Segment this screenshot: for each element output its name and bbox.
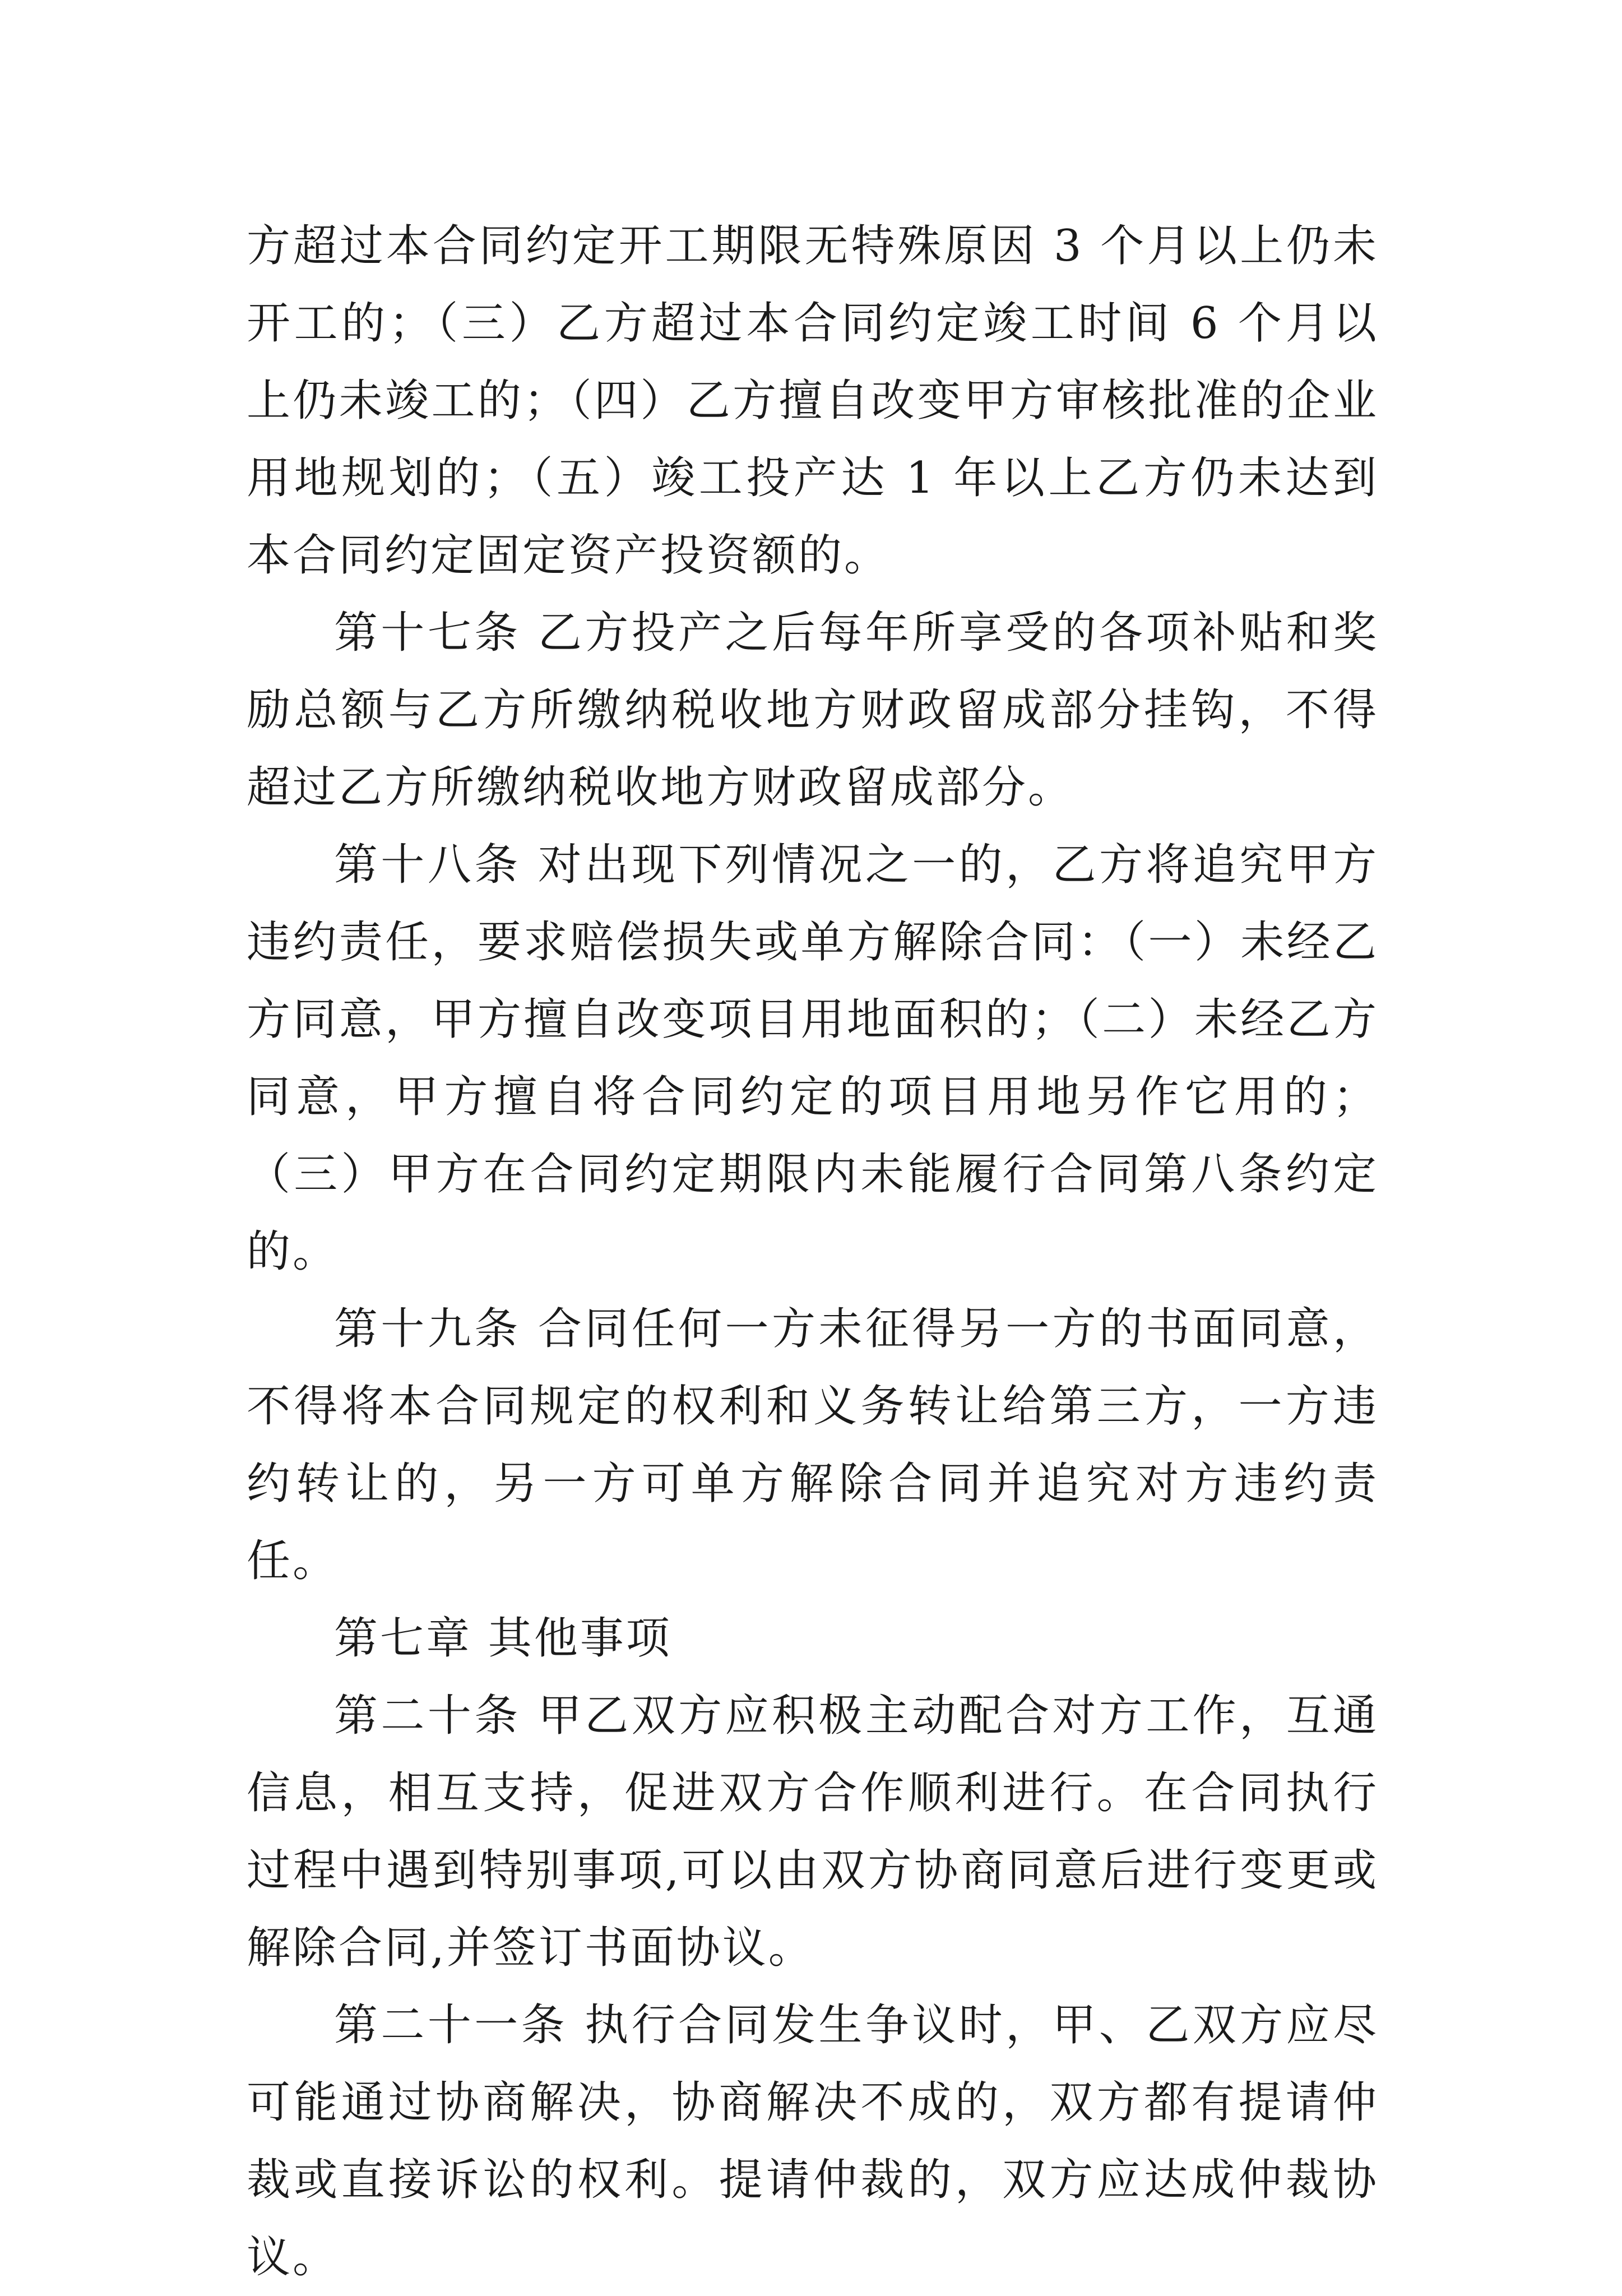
paragraph-article-17: 第十七条 乙方投产之后每年所享受的各项补贴和奖励总额与乙方所缴纳税收地方财政留成部分挂钩，不得超过乙方所缴纳税收地方财政留成部分。	[247, 608, 1379, 813]
paragraph-article-20: 第二十条 甲乙双方应积极主动配合对方工作，互通信息，相互支持，促进双方合作顺利进行。在合同执行过程中遇到特别事项,可以由双方协商同意后进行变更或解除合同,并签订书面协议。	[247, 1691, 1379, 1973]
paragraph-article-21: 第二十一条 执行合同发生争议时，甲、乙双方应尽可能通过协商解决，协商解决不成的，双方都有提请仲裁或直接诉讼的权利。提请仲裁的，双方应达成仲裁协议。	[247, 2000, 1379, 2283]
document-body	[247, 207, 1379, 2296]
paragraph-article-19: 第十九条 合同任何一方未征得另一方的书面同意，不得将本合同规定的权利和义务转让给第三方，一方违约转让的，另一方可单方解除合同并追究对方违约责任。	[247, 1304, 1379, 1586]
paragraph-continuation: 方超过本合同约定开工期限无特殊原因 3 个月以上仍未开工的；（三）乙方超过本合同约定竣工时间 6 个月以上仍未竣工的；（四）乙方擅自改变甲方审核批准的企业用地规划的；（五）竣工投产达 1 年以上乙方仍未达到本合同约定固定资产投资额的。	[247, 221, 1379, 581]
paragraph-article-18: 第十八条 对出现下列情况之一的，乙方将追究甲方违约责任，要求赔偿损失或单方解除合同：（一）未经乙方同意，甲方擅自改变项目用地面积的；（二）未经乙方同意，甲方擅自将合同约定的项目用地另作它用的；（三）甲方在合同约定期限内未能履行合同第八条约定的。	[247, 840, 1379, 1277]
chapter-heading-7: 第七章 其他事项	[334, 1613, 672, 1664]
